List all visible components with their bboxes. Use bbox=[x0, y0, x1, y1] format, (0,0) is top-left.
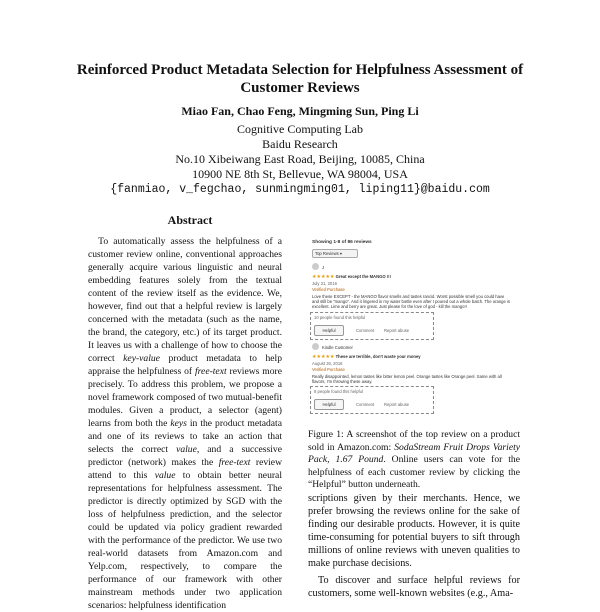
abstract-text: review attend to this bbox=[88, 457, 282, 481]
abstract-emphasis: free-text bbox=[218, 457, 251, 468]
figure-sort-label: Top Reviews bbox=[315, 251, 339, 256]
figure-sort-dropdown bbox=[312, 249, 358, 258]
author-emails: {fanmiao, v_fegchao, sunmingming01, liping11}@baidu.com bbox=[110, 183, 490, 196]
abstract-text: To automatically assess the helpfulness of a customer review online, conventional approaches generally acquire various linguistic and neural embedding features solely from the textual content of the review itself as the evidence. We, however, find out that a helpful review is largely concerned with the metadata (such as the name, the brand, the category, etc.) of its target product. It leaves us with a challenge of how to choose the correct bbox=[88, 236, 282, 364]
review2-date: August 26, 2016 bbox=[312, 361, 343, 366]
review1-verified: Verified Purchase bbox=[312, 287, 345, 292]
abstract-emphasis: key-value bbox=[123, 353, 160, 364]
review2-stars: ★★★★★ bbox=[312, 354, 335, 360]
comment-link[interactable]: Comment bbox=[356, 328, 375, 333]
avatar bbox=[312, 263, 319, 270]
abstract-text: product metadata to help appraise the helpfulness of bbox=[88, 353, 282, 377]
review2-text: Really disappointed, lemon tastes like bitter lemon peel. Orange tastes like Orange peel. Same with all flavors, I'm throwing these away. bbox=[312, 374, 502, 384]
body-text-right bbox=[308, 492, 520, 600]
figure-caption bbox=[308, 429, 520, 492]
body-paragraph: To discover and surface helpful reviews for customers, some well-known websites (e.g., Ama- bbox=[308, 575, 520, 599]
review1-title: Great except the MANGO !!! bbox=[335, 274, 391, 279]
review1-date: July 31, 2016 bbox=[312, 281, 337, 286]
abstract-emphasis: free-text bbox=[195, 366, 227, 377]
review1-text: Love these EXCEPT - the MANGO flavor smells and tastes rancid. Worst possible smell you could have and still be "mango". And it lingered in my water bottle even after I poured out a whole batch. The orange is excellent. Lime and berry are great. Just please for the love of god - kill the mango!! bbox=[312, 294, 510, 309]
affiliation-lab: Cognitive Computing Lab bbox=[237, 122, 363, 136]
chevron-down-icon: ▾ bbox=[339, 251, 343, 256]
abstract-body bbox=[88, 235, 282, 612]
affiliation-org: Baidu Research bbox=[262, 137, 338, 151]
avatar bbox=[312, 343, 319, 350]
review2-verified: Verified Purchase bbox=[312, 367, 345, 372]
review2-votes: 8 people found this helpful bbox=[314, 389, 363, 394]
paper-authors: Miao Fan, Chao Feng, Mingming Sun, Ping Li bbox=[181, 104, 419, 118]
review1-user: J bbox=[322, 265, 325, 270]
review2-user: Kindle Customer bbox=[322, 345, 353, 350]
abstract-text: to obtain better neural representations for helpfulness assessment. The predictor is directly optimized by SGD with the loss of helpfulness prediction, and the selector could be updated via policy gradient rewarded with the performance of the predictor. We use two real-world datasets from Amazon.com and Yelp.com, respectively, to compare the performance of our framework with other mainstream methods under two application scenarios: helpfulness identification bbox=[88, 470, 282, 611]
address-bellevue: 10900 NE 8th St, Bellevue, WA 98004, USA bbox=[192, 167, 408, 181]
report-abuse-link[interactable]: Report abuse bbox=[384, 402, 410, 407]
caption-product-name: SodaStream Fruit Drops Variety Pack, 1.67 Pound bbox=[308, 441, 520, 465]
figure-review-count: Showing 1-8 of 86 reviews bbox=[312, 240, 372, 245]
abstract-emphasis: value bbox=[176, 444, 197, 455]
address-beijing: No.10 Xibeiwang East Road, Beijing, 10085, China bbox=[175, 152, 425, 166]
review2-title: These are terrible, don't waste your money bbox=[335, 354, 421, 359]
abstract-emphasis: value bbox=[154, 470, 176, 481]
caption-text: Figure 1: A screenshot of the top review on a product sold in Amazon.com: bbox=[308, 429, 520, 453]
review1-votes: 10 people found this helpful bbox=[314, 315, 366, 320]
helpful-button[interactable]: Helpful bbox=[314, 399, 344, 410]
comment-link[interactable]: Comment bbox=[356, 402, 375, 407]
abstract-heading: Abstract bbox=[167, 213, 213, 227]
review1-stars: ★★★★★ bbox=[312, 274, 335, 280]
abstract-emphasis: keys bbox=[170, 418, 187, 429]
abstract-text: reviews more precisely. To address this problem, we propose a novel framework composed of two mutual-benefit modules. Given a product, a selector (agent) learns from both the bbox=[88, 366, 282, 429]
body-paragraph: scriptions given by their merchants. Hence, we prefer browsing the reviews online for the sake of finding our desirable products. However, it is quite time-consuming for potential buyers to sift through millions of online reviews with uneven qualities to make purchase decisions. bbox=[308, 493, 520, 569]
helpful-button[interactable]: Helpful bbox=[314, 325, 344, 336]
caption-text: . Online users can vote for the helpfulness of each customer review by clicking the “Helpful” button underneath. bbox=[308, 454, 520, 490]
review1-title-line bbox=[312, 274, 512, 280]
abstract-text: in the product metadata and one of its reviews to take an action that selects the correct bbox=[88, 418, 282, 455]
paper-title: Reinforced Product Metadata Selection for Helpfulness Assessment of Customer Reviews bbox=[76, 62, 524, 96]
report-abuse-link[interactable]: Report abuse bbox=[384, 328, 410, 333]
figure-review-screenshot bbox=[308, 236, 520, 414]
abstract-text: , and a successive predictor (network) makes the bbox=[88, 444, 282, 468]
review2-title-line bbox=[312, 354, 512, 360]
